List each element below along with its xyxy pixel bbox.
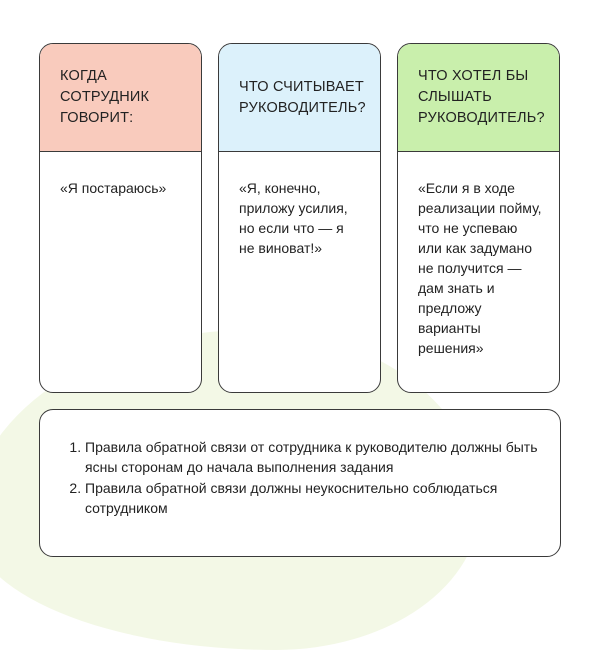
notes-box bbox=[39, 409, 561, 557]
card-body bbox=[398, 152, 559, 358]
card-header bbox=[219, 44, 380, 152]
card-body bbox=[219, 152, 380, 258]
note-item: 1. Правила обратной связи от сотрудника к руководителю должны быть ясны сторонам до начала выполнения задания bbox=[85, 437, 540, 477]
card-employee-says bbox=[39, 43, 202, 393]
card-text: «Я, конечно, приложу усилия, но если что — я не виноват!» bbox=[239, 180, 348, 256]
card-title: ЧТО ХОТЕЛ БЫ СЛЫШАТЬ РУКОВОДИТЕЛЬ? bbox=[418, 68, 545, 126]
card-text: «Я постараюсь» bbox=[60, 180, 167, 196]
card-manager-wants bbox=[397, 43, 560, 393]
card-body bbox=[40, 152, 201, 198]
note-item: 2. Правила обратной связи должны неукоснительно соблюдаться сотрудником bbox=[85, 478, 540, 518]
card-title: КОГДА СОТРУДНИК ГОВОРИТ: bbox=[60, 68, 150, 126]
card-title: ЧТО СЧИТЫВАЕТ РУКОВОДИТЕЛЬ? bbox=[239, 78, 366, 116]
card-manager-reads bbox=[218, 43, 381, 393]
card-header bbox=[40, 44, 201, 152]
card-text: «Если я в ходе реализации пойму, что не успеваю или как задумано не получится — дам знать и предложу варианты решения» bbox=[418, 180, 542, 356]
notes-list bbox=[60, 437, 540, 518]
card-header bbox=[398, 44, 559, 152]
